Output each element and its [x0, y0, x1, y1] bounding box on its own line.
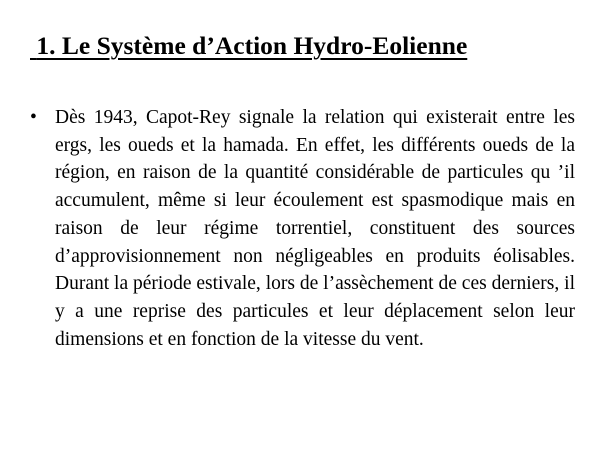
slide-title-text: 1. Le Système d’Action Hydro-Eolienne [36, 31, 468, 60]
bullet-item [30, 104, 575, 353]
slide-title [30, 31, 467, 61]
bullet-text: Dès 1943, Capot-Rey signale la relation qui existerait entre les ergs, les oueds et la hamada. En effet, les différents oueds de la région, en raison de la quantité considérable de particules qu ’il accumulent, même si leur écoulement est spasmodique mais en raison de leur régime torrentiel, constituent des sources d’approvisionnement non négligeables en produits éolisables. Durant la période estivale, lors de l’assèchement de ces derniers, il y a une reprise des particules et leur déplacement selon leur dimensions et en fonction de la vitesse du vent. [55, 107, 575, 350]
bullet-marker-icon: • [30, 107, 37, 128]
